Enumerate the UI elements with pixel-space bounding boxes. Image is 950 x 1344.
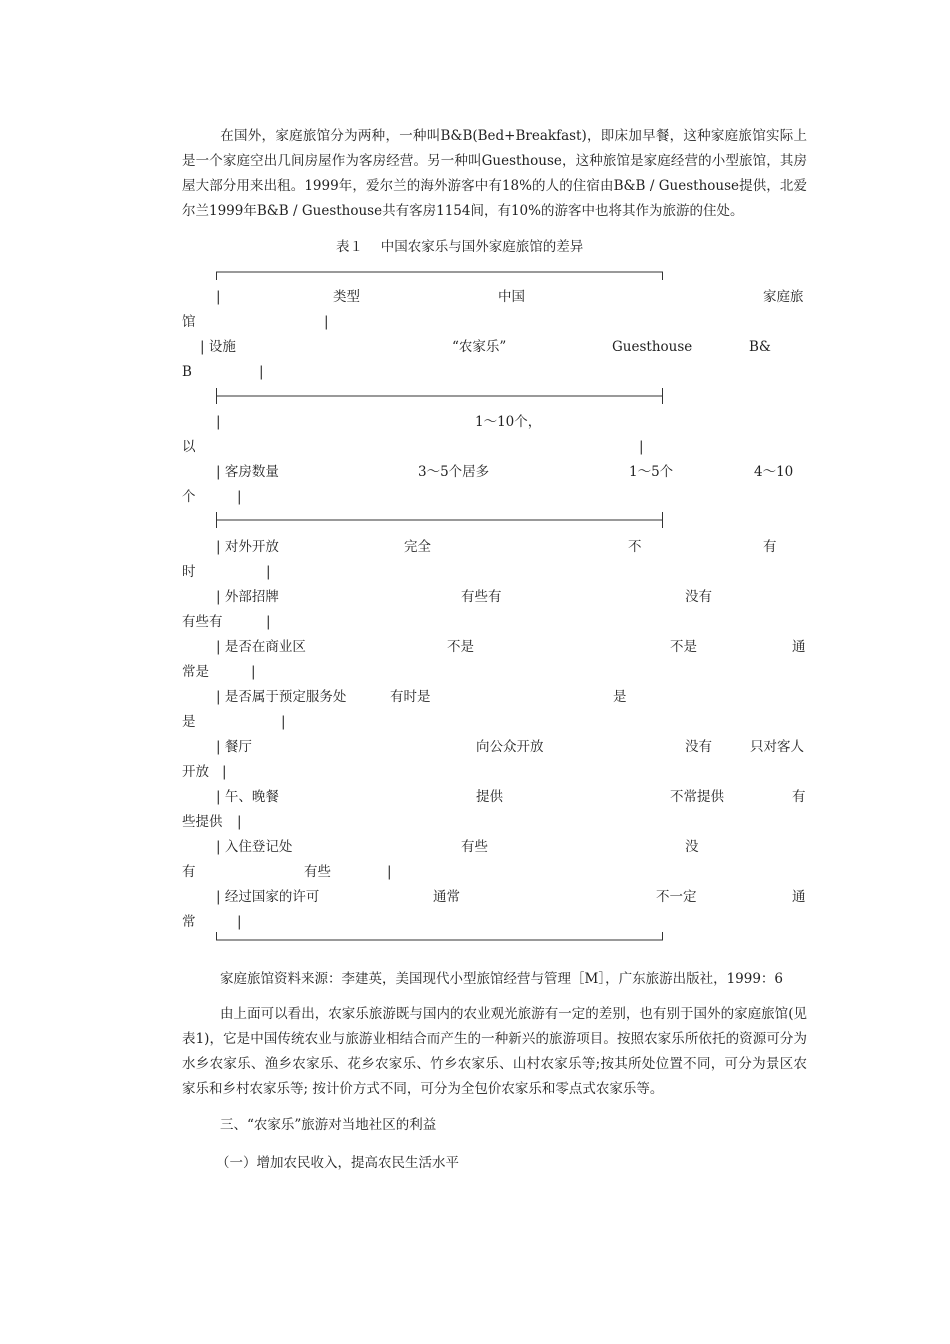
rooms-guesthouse: 1～5个 — [629, 464, 674, 480]
row-open-guesthouse: 不 — [628, 539, 642, 555]
row-restaurant-guesthouse: 没有 — [685, 739, 712, 755]
row-commercial-bnb: 通 — [792, 639, 806, 655]
row-commercial-wrap: 常是 — [182, 664, 209, 680]
table-separator — [216, 386, 663, 406]
subsection-heading: （一）增加农民收入，提高农民生活水平 — [216, 1155, 459, 1171]
row-restaurant-bnb: 只对客人 — [750, 739, 804, 755]
row-commercial-label: | 是否在商业区 — [216, 639, 306, 655]
body-paragraph — [182, 1002, 807, 1102]
row-meals-china: 提供 — [476, 789, 503, 805]
row-license-wrap: 常 — [182, 914, 196, 930]
row-checkin-bnb: 有些 — [304, 864, 331, 880]
row-commercial-bar-end: | — [251, 664, 256, 680]
row-meals-bar-end: | — [237, 814, 242, 830]
rooms-label: | 客房数量 — [216, 464, 279, 480]
header-type: 类型 — [333, 289, 360, 305]
row-sign-label: | 外部招牌 — [216, 589, 279, 605]
source-note: 家庭旅馆资料来源：李建英，美国现代小型旅馆经营与管理［M］，广东旅游出版社，1999：6 — [220, 971, 784, 987]
row-open-china: 完全 — [404, 539, 431, 555]
row-sign-bar-end: | — [266, 614, 271, 630]
intro-paragraph — [182, 124, 807, 224]
header2-bar-end: | — [259, 364, 264, 380]
rooms-wrap: 个 — [182, 489, 196, 505]
row-booking-china: 有时是 — [390, 689, 431, 705]
row-commercial-guesthouse: 不是 — [670, 639, 697, 655]
row-restaurant-label: | 餐厅 — [216, 739, 252, 755]
row-meals-guesthouse: 不常提供 — [670, 789, 724, 805]
header-guesthouse-group: 家庭旅 — [763, 289, 804, 305]
row-booking-wrap: 是 — [182, 714, 196, 730]
row-checkin-wrap: 有 — [182, 864, 196, 880]
row-commercial-china: 不是 — [447, 639, 474, 655]
row-license-bar-end: | — [237, 914, 242, 930]
row-license-label: | 经过国家的许可 — [216, 889, 320, 905]
row-booking-guesthouse: 是 — [613, 689, 627, 705]
header-facility: | 设施 — [200, 339, 236, 355]
body-paragraph-text: 由上面可以看出，农家乐旅游既与国内的农业观光旅游有一定的差别，也有别于国外的家庭旅馆(见表1)，它是中国传统农业与旅游业相结合而产生的一种新兴的旅游项目。按照农家乐所依托的资源可分为水乡农家乐、渔乡农家乐、花乡农家乐、竹乡农家乐、山村农家乐等;按其所处位置不同，可分为景区农家乐和乡村农家乐等; 按计价方式不同，可分为全包价农家乐和零点式农家乐等。 — [182, 1006, 807, 1097]
row-open-bar-end: | — [266, 564, 271, 580]
row-license-china: 通常 — [433, 889, 460, 905]
row-meals-wrap: 些提供 — [182, 814, 223, 830]
table-bottom-border — [216, 930, 663, 950]
row-restaurant-china: 向公众开放 — [476, 739, 544, 755]
rooms-pre-wrap: 以 — [182, 439, 196, 455]
rooms-bnb: 4～10 — [754, 464, 794, 480]
header-guesthouse: Guesthouse — [612, 339, 693, 355]
header-bnb: B& — [749, 339, 771, 355]
row-checkin-bar-end: | — [387, 864, 392, 880]
row-checkin-china: 有些 — [461, 839, 488, 855]
row-booking-bar-end: | — [281, 714, 286, 730]
row-checkin-label: | 入住登记处 — [216, 839, 293, 855]
header-bnb-wrap: B — [182, 364, 192, 380]
header-china: 中国 — [498, 289, 525, 305]
header-bar-end: | — [324, 314, 329, 330]
table-top-border — [216, 262, 663, 282]
header-guesthouse-wrap: 馆 — [182, 314, 196, 330]
header-nongjiale: “农家乐” — [452, 339, 507, 355]
row-sign-wrap: 有些有 — [182, 614, 223, 630]
row-sign-guesthouse: 没有 — [685, 589, 712, 605]
row-license-guesthouse: 不一定 — [656, 889, 697, 905]
row-open-label: | 对外开放 — [216, 539, 279, 555]
table-separator-2 — [216, 510, 663, 530]
row-sign-china: 有些有 — [461, 589, 502, 605]
row-checkin-guesthouse: 没 — [685, 839, 699, 855]
row-open-wrap: 时 — [182, 564, 196, 580]
header-bar: | — [216, 289, 221, 305]
row-restaurant-bar-end: | — [222, 764, 227, 780]
row-meals-bnb: 有 — [792, 789, 806, 805]
rooms-pre-bar: | — [216, 414, 221, 430]
row-booking-label: | 是否属于预定服务处 — [216, 689, 347, 705]
intro-paragraph-text: 在国外，家庭旅馆分为两种，一种叫B&B(Bed+Breakfast)，即床加早餐，这种家庭旅馆实际上是一个家庭空出几间房屋作为客房经营。另一种叫Guesthouse，这种旅馆是家庭经营的小型旅馆，其房屋大部分用来出租。1999年，爱尔兰的海外游客中有18%的人的住宿由B&B / Guesthouse提供，北爱尔兰1999年B&B / Guesthouse共有客房1154间，有10%的游客中也将其作为旅游的住处。 — [182, 128, 807, 219]
row-open-bnb: 有 — [763, 539, 777, 555]
row-restaurant-wrap: 开放 — [182, 764, 209, 780]
rooms-pre-bar-end: | — [639, 439, 644, 455]
rooms-pre-guesthouse: 1～10个， — [475, 414, 542, 430]
section-heading: 三、“农家乐”旅游对当地社区的利益 — [220, 1117, 437, 1133]
rooms-bar-end: | — [237, 489, 242, 505]
row-meals-label: | 午、晚餐 — [216, 789, 279, 805]
row-license-bnb: 通 — [792, 889, 806, 905]
table-caption: 表１ 中国农家乐与国外家庭旅馆的差异 — [336, 239, 584, 255]
rooms-china: 3～5个居多 — [418, 464, 490, 480]
